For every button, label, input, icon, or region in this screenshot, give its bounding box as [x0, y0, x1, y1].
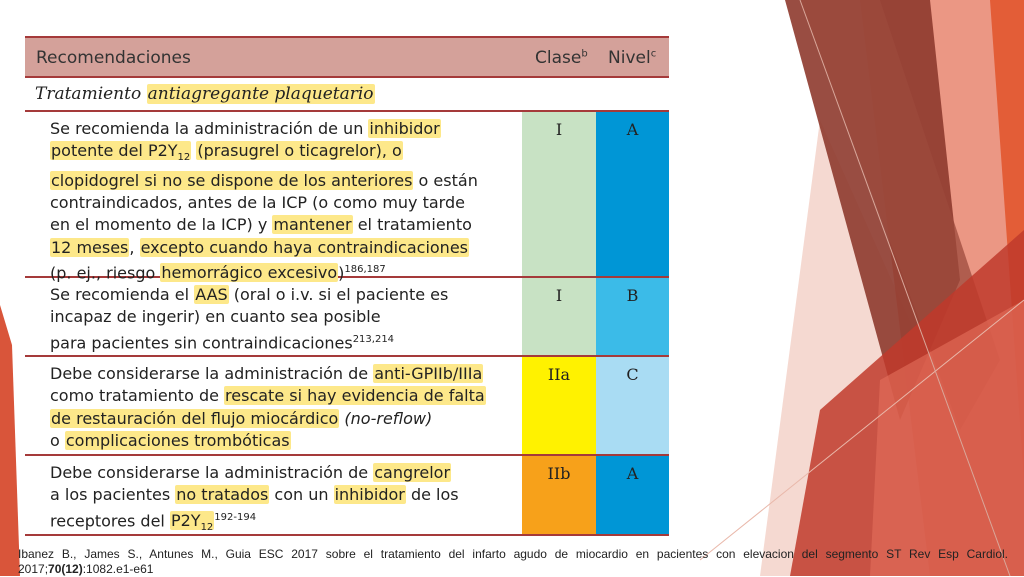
section-title-row: [25, 78, 669, 112]
citation: [18, 547, 1008, 577]
recommendation-text: Se recomienda el AAS (oral o i.v. si el paciente es incapaz de ingerir) en cuanto sea posible para pacientes sin contraindicaciones$^{213,214}$: [50, 285, 449, 352]
citation-text-end: :1082.e1-e61: [82, 562, 154, 576]
nivel-cell: [596, 278, 669, 355]
table-header: [25, 36, 669, 78]
clase-value: I: [555, 286, 563, 305]
recommendation-text: Debe considerarse la administración de anti-GPIIb/IIIa como tratamiento de rescate si hay evidencia de falta de restauración del flujo miocárdico (no-reflow) o complicaciones trombóticas: [50, 364, 485, 450]
clase-value: I: [555, 120, 563, 139]
header-nivel-sup: c: [650, 48, 657, 60]
clase-cell: [522, 357, 596, 454]
header-clase: [535, 48, 588, 68]
clase-value: IIa: [547, 365, 571, 384]
header-clase-sup: b: [581, 48, 588, 60]
nivel-value: A: [626, 120, 639, 139]
header-nivel-label: Nivel: [608, 48, 651, 68]
nivel-cell: [596, 357, 669, 454]
clase-cell: [522, 456, 596, 534]
recommendation-text: Debe considerarse la administración de cangrelor a los pacientes no tratados con un inhibidor de los receptores del $P2Y_{12}^{192-194}$: [50, 463, 459, 534]
header-recomendaciones: Recomendaciones: [36, 48, 191, 68]
recommendations-table: [25, 36, 669, 536]
nivel-cell: [596, 456, 669, 534]
header-clase-label: Clase: [535, 48, 582, 68]
recommendation-text: Se recomienda la administración de un inhibidor potente del $P2Y_{12}$ (prasugrel o ticagrelor), o clopidogrel si no se dispone de los anteriores o están contraindicados, antes de la ICP (o como muy tarde en el momento de la ICP) y mantener el tratamiento 12 meses, excepto cuando haya contraindicaciones (p. ej., riesgo hemorrágico excesivo)$^{186,187}$: [50, 119, 478, 283]
citation-volume: 70(12): [48, 562, 83, 576]
clase-cell: [522, 278, 596, 355]
clase-cell: [522, 112, 596, 276]
table-row: [25, 278, 669, 357]
nivel-value: B: [626, 286, 639, 305]
nivel-value: C: [626, 365, 639, 384]
section-title: Tratamiento antiagregante plaquetario: [35, 84, 374, 104]
table-row: [25, 112, 669, 283]
table-row: [25, 456, 669, 536]
table-row: [25, 357, 669, 456]
nivel-value: A: [626, 464, 639, 483]
left-decorative-bar: [0, 305, 20, 576]
nivel-cell: [596, 112, 669, 276]
citation-text-start: Ibanez B., James S., Antunes M., Guia ESC 2017 sobre el tratamiento del infarto agudo de miocardio en pacientes con elevacion del segmento ST Rev Esp Cardiol. 2017;: [18, 547, 1008, 576]
clase-value: IIb: [547, 464, 571, 483]
header-nivel: [608, 48, 656, 68]
